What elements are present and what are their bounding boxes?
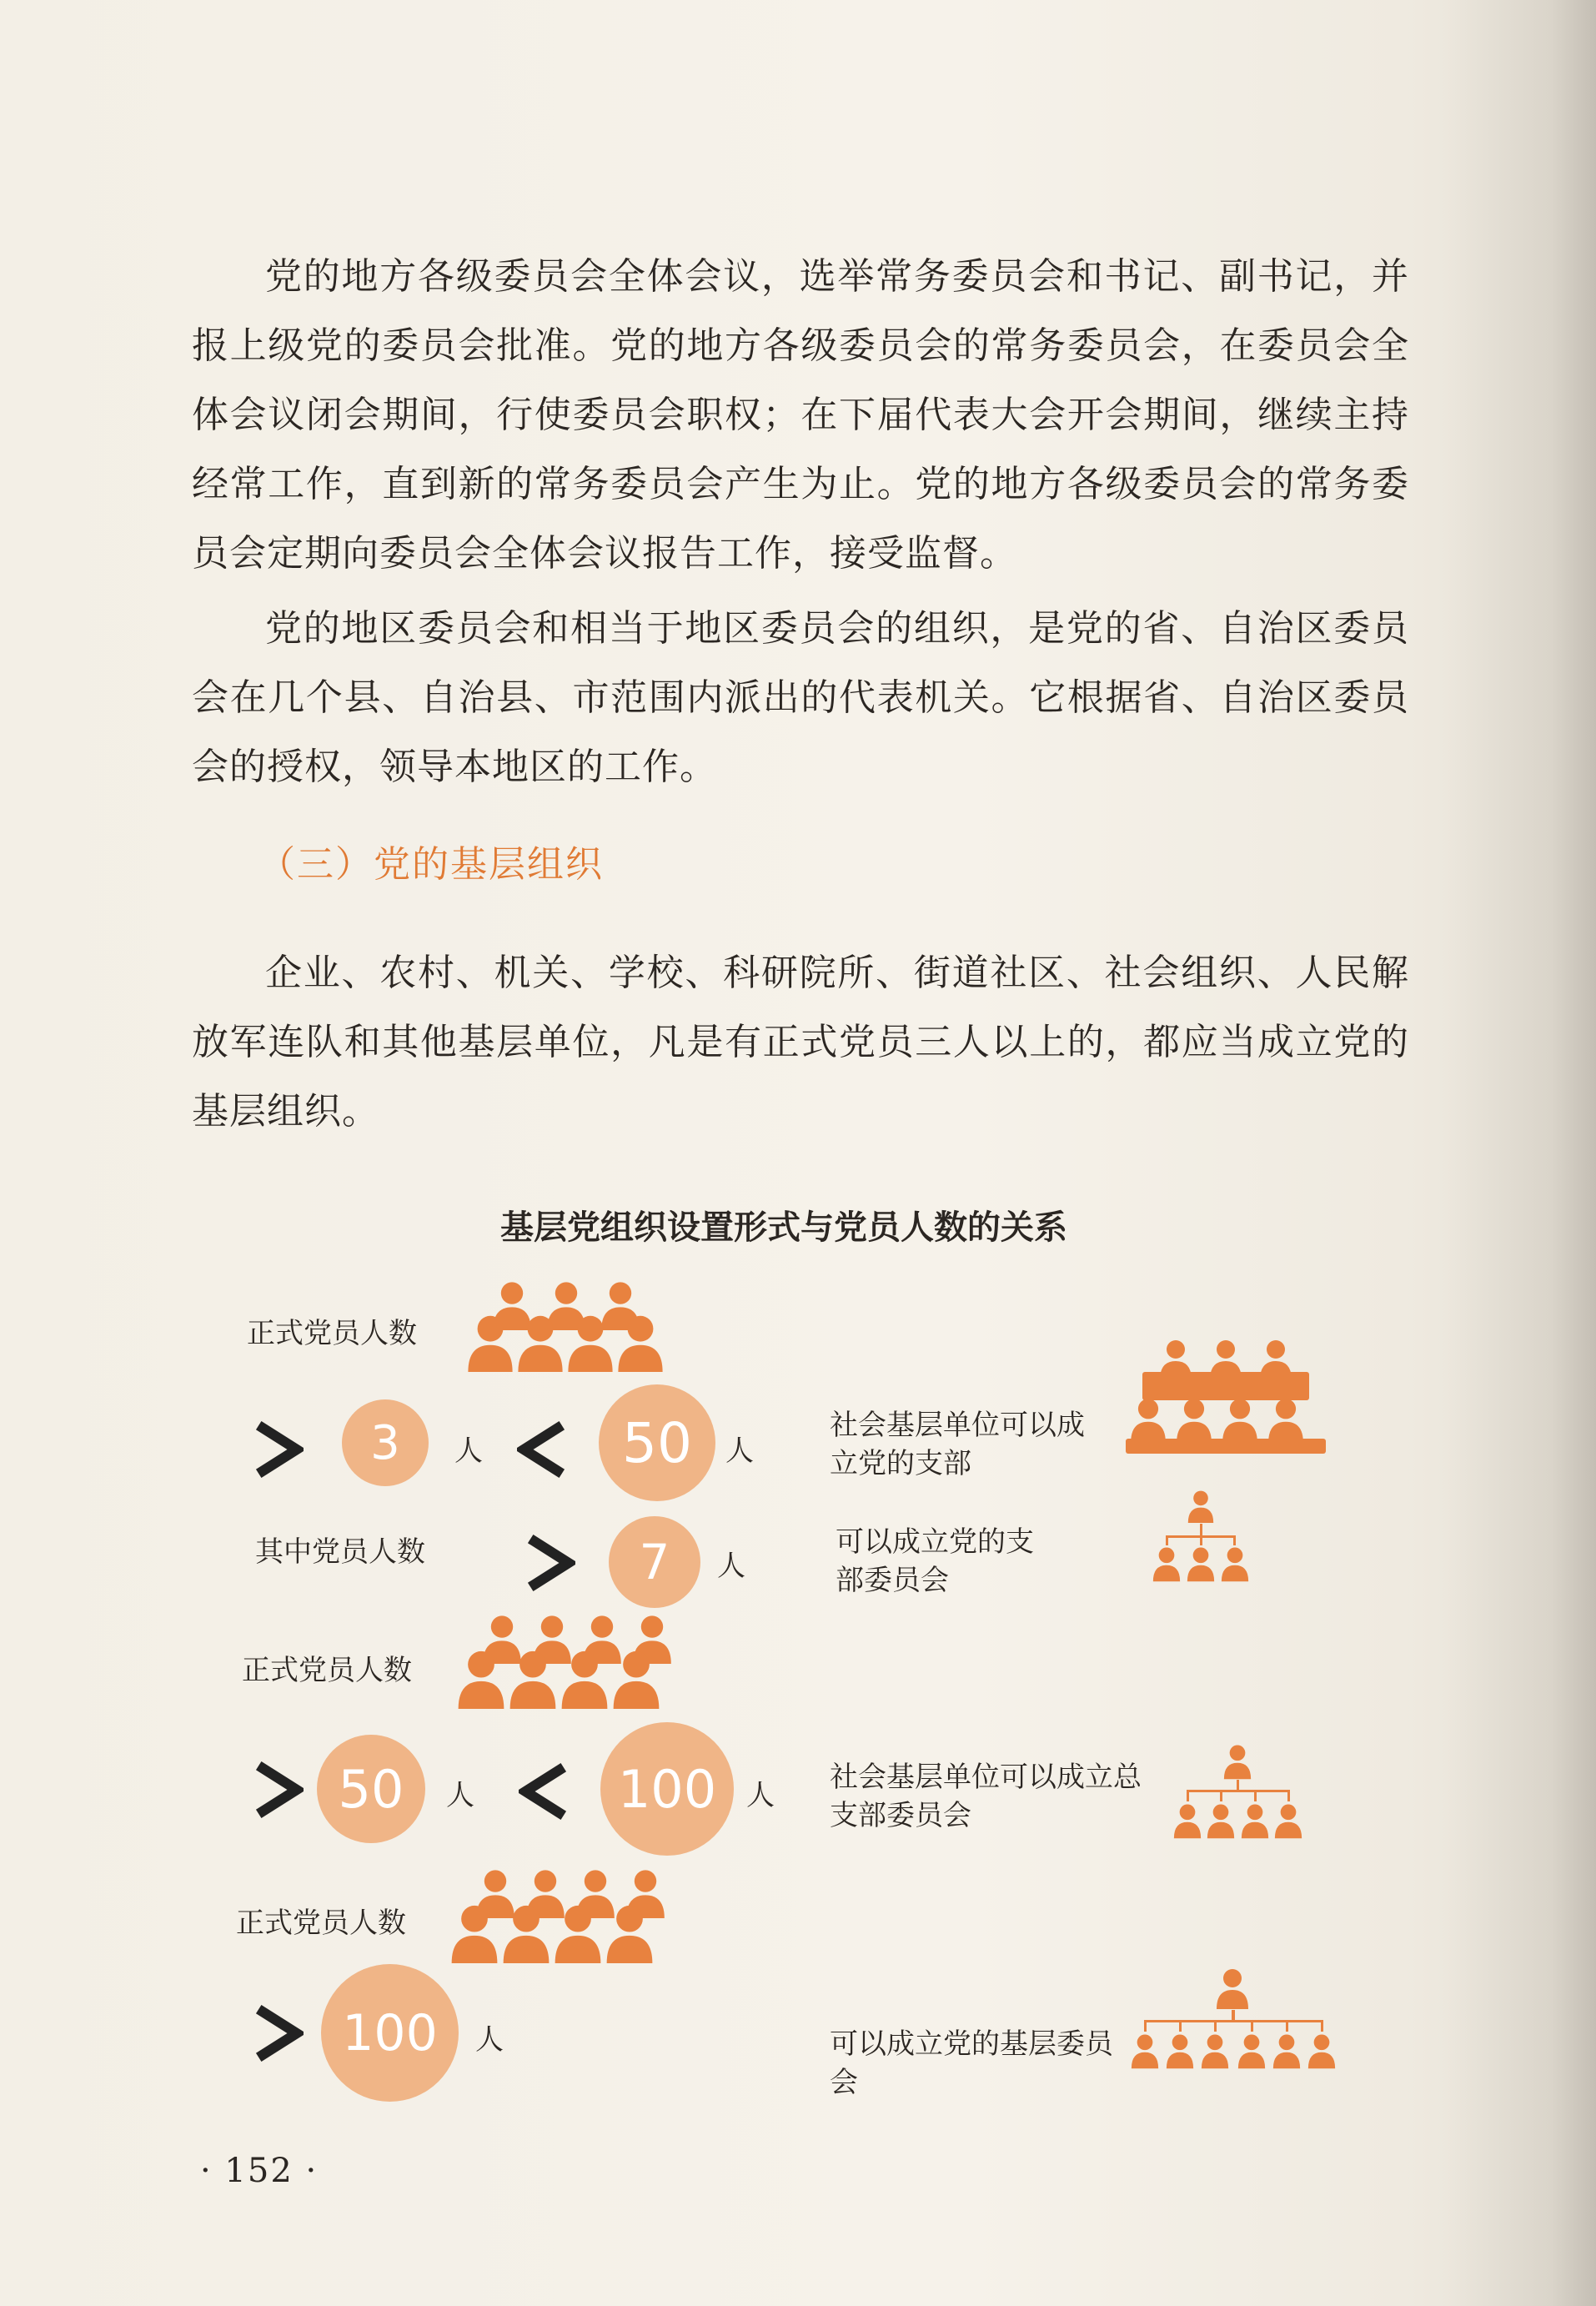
unit-label: 人 [454, 1434, 483, 1468]
section-heading: （三）党的基层组织 [258, 843, 604, 886]
org-chart-medium-icon [1172, 1743, 1305, 1847]
unit-label: 人 [746, 1779, 775, 1812]
upper-bound-circle: 50 [599, 1384, 715, 1501]
member-crowd-icon [457, 1614, 699, 1710]
lower-bound-circle: 3 [342, 1399, 429, 1486]
org-chart-large-icon [1127, 1967, 1340, 2083]
unit-label: 人 [475, 2023, 504, 2057]
result-general-branch-label: 社会基层单位可以成立总支部委员会 [830, 1761, 1142, 1832]
sub-member-label: 其中党员人数 [255, 1535, 425, 1569]
member-count-label: 正式党员人数 [247, 1317, 417, 1350]
member-count-label: 正式党员人数 [236, 1907, 406, 1940]
upper-bound-circle: 100 [600, 1722, 734, 1856]
sub-result-label: 可以成立党的支部委员会 [836, 1525, 1034, 1597]
greater-than-icon [252, 2002, 304, 2065]
meeting-table-icon [1126, 1339, 1326, 1455]
infographic-title: 基层党组织设置形式与党员人数的关系 [500, 1208, 1067, 1247]
sub-lower-bound-circle: 7 [609, 1516, 700, 1608]
lower-bound-circle: 50 [317, 1735, 425, 1843]
member-crowd-icon [467, 1280, 700, 1372]
member-count-label: 正式党员人数 [242, 1654, 412, 1687]
greater-than-icon [252, 1758, 304, 1821]
result-grassroots-committee-label: 可以成立党的基层委员会 [830, 2027, 1113, 2099]
less-than-icon [517, 1418, 569, 1481]
lower-bound-circle: 100 [321, 1964, 459, 2102]
paragraph-regional-committee: 党的地区委员会和相当于地区委员会的组织，是党的省、自治区委员会在几个县、自治县、市范围内派出的代表机关。它根据省、自治区委员会的授权，领导本地区的工作。 [192, 607, 1409, 788]
greater-than-icon [524, 1531, 575, 1595]
page-binding-shadow [1446, 0, 1596, 2306]
less-than-icon [519, 1760, 570, 1823]
paragraph-local-committee: 党的地方各级委员会全体会议，选举常务委员会和书记、副书记，并报上级党的委员会批准。党的地方各级委员会的常务委员会，在委员会全体会议闭会期间，行使委员会职权；在下届代表大会开会期间，继续主持经常工作，直到新的常务委员会产生为止。党的地方各级委员会的常务委员会定期向委员会全体会议报告工作，接受监督。 [192, 255, 1409, 575]
greater-than-icon [252, 1418, 304, 1481]
unit-label: 人 [446, 1779, 474, 1812]
page-number: · 152 · [200, 2152, 319, 2190]
unit-label: 人 [725, 1434, 754, 1468]
result-branch-label: 社会基层单位可以成立党的支部 [830, 1409, 1085, 1480]
org-chart-small-icon [1151, 1489, 1251, 1589]
paragraph-grassroots: 企业、农村、机关、学校、科研院所、街道社区、社会组织、人民解放军连队和其他基层单位，凡是有正式党员三人以上的，都应当成立党的基层组织。 [192, 952, 1409, 1133]
unit-label: 人 [717, 1550, 745, 1583]
member-crowd-icon [450, 1868, 692, 1964]
